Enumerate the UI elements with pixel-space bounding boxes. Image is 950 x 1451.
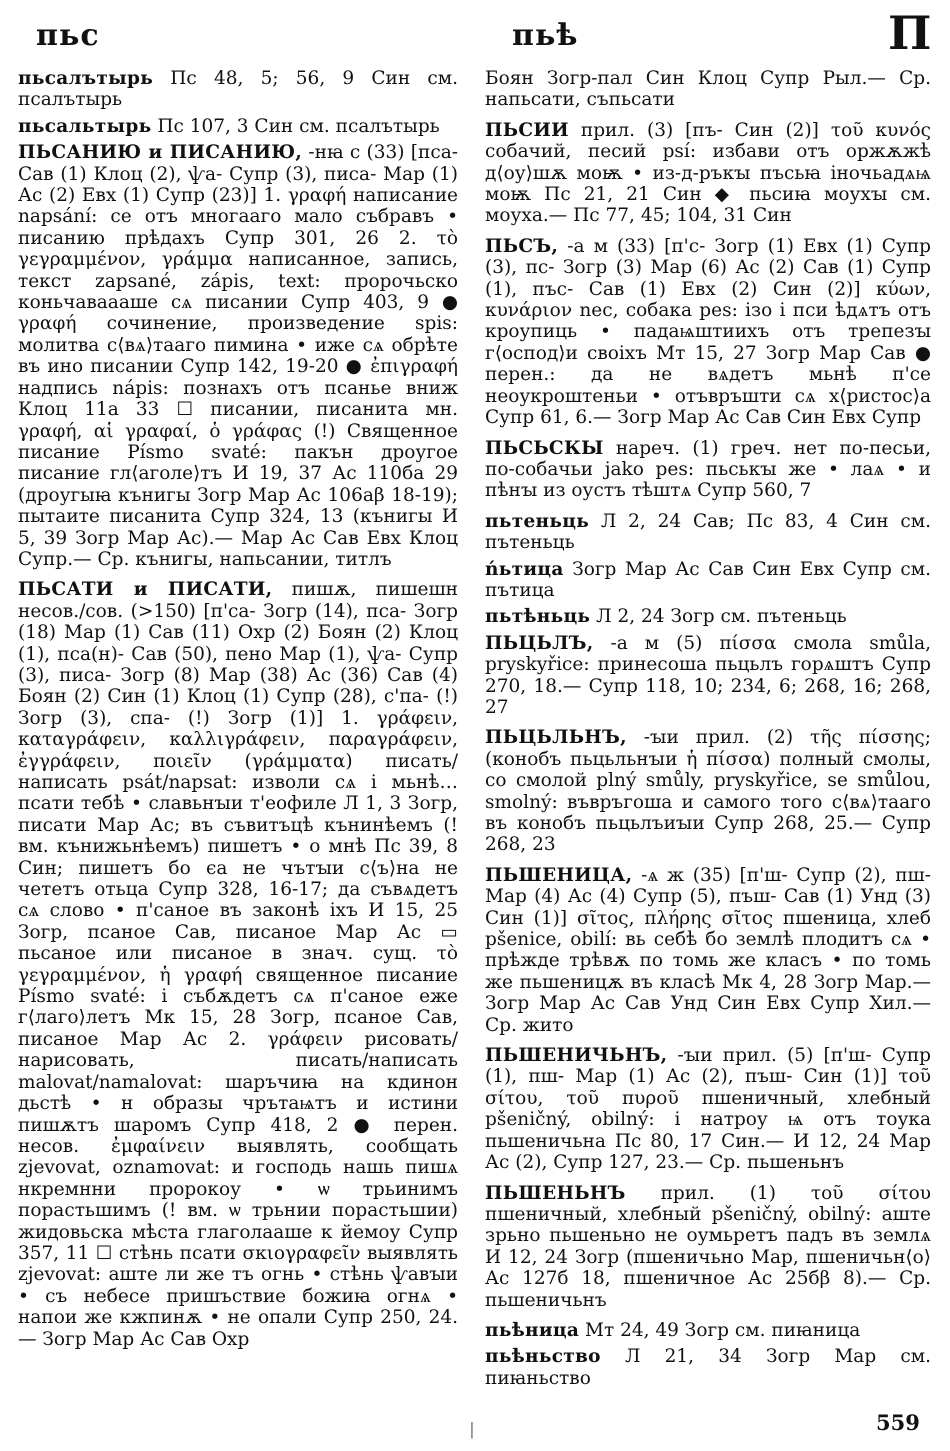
dictionary-entry — [485, 511, 931, 554]
entry-headword: пьѣньство — [485, 1346, 601, 1368]
entry-headword: ПЬШЕНИЦА, — [485, 864, 633, 886]
entry-body: нареч. (1) греч. нет по-песьи, по-собачьи jako pes: пьськꙑ же • лаѧ • и пѣнꙑ из оустъ тѣштѧ Супр 560, 7 — [485, 437, 931, 502]
entry-body: прил. (3) [пъ- Син (2)] τοῦ κυνός собачий, песий psí: избави отъ оржѫжѣ д⟨оу⟩шѫ моѭ • из-д-ръкꙑ пъсьꙗ іночьадѧѩ моѭ Пс 21, 21 Син ◆ пьсиꙗ моухꙑ см. моуха.— Пс 77, 45; 104, 31 Син — [485, 119, 931, 227]
entry-headword: ПЬСЬСКЫ — [485, 437, 604, 459]
entry-body: -а м (5) πίσσα смола smůla, pryskyřice: принесоша пьцьлъ горѧштъ Супр 270, 18.— Супр 118, 10; 234, 6; 268, 16; 268, 27 — [485, 632, 931, 718]
entry-headword: ПЬСИИ — [485, 119, 569, 141]
entry-body: -а м (33) [п'с- Зогр (1) Евх (1) Супр (3), пс- Зогр (3) Мар (6) Ас (2) Сав (1) Супр (1), пъс- Сав (1) Евх (2) Син (2)] κύων, κυνάριον nec, собака pes: ізо і пси ѣдѧтъ отъ кроупиць • падаѩштиихъ отъ трепезꙑ г⟨оспод⟩и своіхъ Мт 15, 27 Зогр Мар Сав ● перен.: да не вѧдетъ мьнѣ п'се неоукроштеньи • отъвръшти сѧ х⟨ристос⟩а Супр 61, 6.— Зогр Мар Ас Сав Син Евх Супр — [485, 235, 931, 429]
dictionary-entry — [18, 579, 458, 1350]
dictionary-entry — [485, 865, 931, 1036]
entry-body: Пс 48, 5; 56, 9 Син см. псалътырь — [18, 68, 458, 111]
entry-headword: ПЬЦЬЛЪ, — [485, 632, 594, 654]
entry-body: Пс 107, 3 Син см. псалътырь — [151, 115, 440, 137]
running-head-left: пьс — [36, 18, 100, 53]
dictionary-entry — [18, 142, 458, 570]
entry-headword: пьсальтырь — [18, 115, 152, 137]
entry-headword: ПЬШЕНИЧЬНЪ, — [485, 1045, 668, 1067]
dictionary-entry — [485, 727, 931, 855]
right-column — [485, 68, 931, 1394]
entry-headword: пьсалътырь — [18, 68, 154, 89]
entry-body: Зогр Мар Ас Сав Син Евх Супр см. пътица — [485, 558, 931, 601]
entry-headword: ПЬШЕНЬНЪ — [485, 1182, 626, 1204]
dictionary-entry — [18, 116, 458, 137]
dictionary-entry — [485, 1346, 931, 1389]
dictionary-entry — [485, 236, 931, 429]
dictionary-entry — [485, 1320, 931, 1341]
entry-headword: ПЬСЪ, — [485, 235, 559, 257]
entry-body: -нꙗ с (33) [пса- Сав (1) Клоц (2), ѱа- Супр (3), писа- Мар (1) Ас (2) Евх (1) Супр (23)] 1. γραφή написание napsání: се отъ многааго мало събравъ • писанию прѣдахъ Супр 301, 26 2. τὸ γεγραμμένον, γράμμα написанное, запись, текст zapsané, zápis, text: пророчьско коньчаваааше сѧ писании Супр 403, 9 ● γραφή сочинение, произведение spis: молитва с⟨вѧ⟩таагo пимина • иже сѧ обрѣте въ ино писании Супр 142, 19-20 ● ἐπιγραφή надпись nápis: познахъ отъ псанье вниж Клоц 11а 33 ☐ писании, писанита мн. γραφή, αἱ γραφαί, ὁ γράφας (!) Священное писание Písmo svaté: пакън дроугое писание гл⟨аголе⟩тъ И 19, 37 Ас 110ба 29 (дроугыꙗ кънигы Зогр Мар Ас 106аβ 18-19); пытаите писанита Супр 324, 13 (кънигы И 5, 39 Зогр Мар Ас).— Мар Ас Сав Евх Клоц Супр.— Ср. кънигы, напьсании, титлъ — [18, 142, 458, 570]
entry-headword: ńьтица — [485, 558, 564, 580]
center-mark: ׀ — [468, 1424, 476, 1440]
running-head-middle: пьѣ — [512, 18, 579, 53]
dictionary-entry — [485, 120, 931, 227]
entry-body: пишѫ, пишешн несов./сов. (>150) [п'са- Зогр (14), пса- Зогр (18) Мар (1) Сав (11) Охр (2) Боян (2) Клоц (1), пса(н)- Сав (50), пено Мар (1), ѱа- Супр (3), писа- Зогр (8) Мар (38) Ас (36) Сав (4) Боян (2) Син (1) Клоц (1) Супр (28), с'па- (!) Зогр (3), спа- (!) Зогр (1)] 1. γράφειν, καταγράφειν, καλλιγράφειν, παραγράφειν, ἐγγράφειν, ποιεῖν (γράμματα) писать/написать psát/napsat: изволи сѧ і мьнѣ… псати тебѣ • славьнꙑи т'еофиле Л 1, 3 Зогр, писати Мар Ас; въ съвитъцѣ кънинѣемъ (! вм. кънижьнѣемъ) пишетъ • о мнѣ Пс 39, 8 Син; пишетъ бо єа не чътꙑи с⟨ъ⟩на не чететъ отьца Супр 328, 16-17; да съвѧдетъ сѧ слово • п'саное въ законѣ іхъ И 15, 25 Зогр, псаное Сав, писаное Мар Ас ▭ пьсаное или писаное в знач. сущ. τὸ γεγραμμένον, ἡ γραφή священное писание Písmo svaté: і събѫдетъ сѧ п'саное еже г⟨лаго⟩летъ Мк 15, 28 Зогр, псаное Сав, писаное Мар Ас 2. γράφειν рисовать/нарисовать, писать/написать malovat/namalovat: шаръчиꙗ на кдинон дьстѣ • н образы чрътаѩтъ и истини пишѫтъ шаромъ Супр 418, 2 ● перен. несов. ἐμφαίνειν выявлять, сообщать zjevovat, oznamovat: и господь нашь пишѧ нкремнни пророкоу • ѡ трьинимъ порастьшимъ (! вм. ѡ трьнии порастьшии) жидовьска мѣста глаголааше к йемоу Супр 357, 11 ☐ стѣнь псати σκιογραφεῖν выявлять zjevovat: аште ли же тъ огнь • стѣнь ѱавꙑи • съ небесе пришъствие божиꙗ огнѧ • напои же кжпинѫ • не опали Супр 250, 24.— Зогр Мар Ас Сав Охр — [18, 579, 458, 1350]
section-letter: П — [888, 6, 932, 60]
dictionary-entry — [485, 606, 931, 627]
dictionary-entry — [485, 633, 931, 719]
entry-headword: пьтѣньць — [485, 606, 591, 628]
dictionary-entry — [485, 438, 931, 502]
left-column — [18, 68, 458, 1359]
entry-body: Боян Зогр-пал Син Клоц Супр Рыл.— Ср. напьсати, съпьсати — [485, 68, 931, 111]
entry-body: -ꙑи прил. (2) τῆς πίσσης; (конобъ пьцьльнꙑи ἡ πίσσα) полный смолы, со смолой plný smůly, pryskyřice, se smůlou, smolný: въвръгоша и самого того с⟨вѧ⟩тааго въ конобъ пьцьлъиꙑи Супр 268, 25.— Супр 268, 23 — [485, 727, 931, 856]
entry-body: Л 21, 34 Зогр Мар см. пиꙗньство — [485, 1346, 931, 1389]
entry-body: -ѧ ж (35) [п'ш- Супр (2), пш- Мар (4) Ас (4) Супр (5), пъш- Сав (1) Унд (3) Син (1)] σῖτος, πλήρης σῖτος пшеница, хлеб pšenice, obilí: вь себѣ бо землѣ плодитъ сѧ • прѣжде трѣвѫ по томь же класъ • по томь же пьшеницѫ въ класѣ Мк 4, 28 Зогр Мар.— Зогр Мар Ас Сав Унд Син Евх Супр Хил.— Ср. жито — [485, 864, 931, 1036]
entry-headword: ПЬСАТИ и ПИСАТИ, — [18, 579, 273, 601]
entry-body: Л 2, 24 Зогр см. пътеньць — [590, 606, 847, 628]
page-number: 559 — [876, 1410, 920, 1435]
entry-body: -ꙑи прил. (5) [п'ш- Супр (1), пш- Мар (1) Ас (2), пъш- Син (1)] τοῦ σίτου, τοῦ πυροῦ пшеничный, хлебный pšeničný, obilný: і натроу ѩ отъ тоука пьшеничьна Пс 80, 17 Син.— И 12, 24 Мар Ас (2), Супр 127, 23.— Ср. пьшеньнъ — [485, 1045, 931, 1174]
entry-headword: ПЬЦЬЛЬНЪ, — [485, 727, 627, 749]
dictionary-entry — [18, 68, 458, 111]
entry-headword: ПЬСАНИЮ и ПИСАНИЮ, — [18, 142, 303, 164]
entry-body: Л 2, 24 Сав; Пс 83, 4 Син см. пътеньць — [485, 510, 931, 554]
entry-body: Мт 24, 49 Зогр см. пиꙗница — [579, 1319, 861, 1341]
dictionary-entry — [485, 559, 931, 602]
dictionary-entry — [485, 68, 931, 111]
entry-headword: пьѣница — [485, 1319, 580, 1341]
entry-headword: пьтеньць — [485, 510, 590, 532]
entry-body: прил. (1) τοῦ σίτου пшеничный, хлебный pšeničný, obilný: аште зрьно пьшеньно не оумьретъ падъ въ землѧ И 12, 24 Зогр (пшеничьно Мар, пшеничьн⟨о⟩ Ас 127б 18, пшеничное Ас 25бβ 8).— Ср. пьшеничьнъ — [485, 1182, 931, 1311]
dictionary-entry — [485, 1045, 931, 1173]
dictionary-entry — [485, 1183, 931, 1311]
